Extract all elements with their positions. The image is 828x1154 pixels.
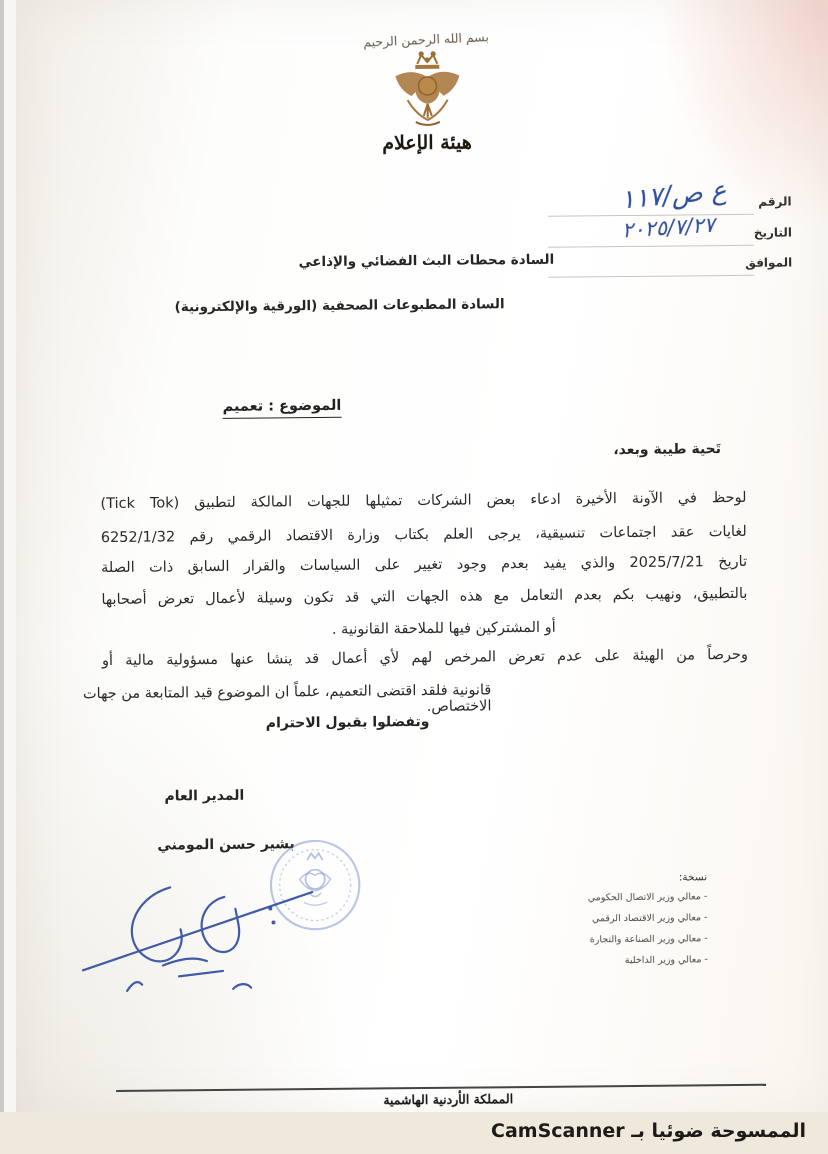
addressee-line-2: السادة المطبوعات الصحفية (الورقية والإلكترونية) (174, 296, 505, 316)
cc-item: - معالي وزير الاتصال الحكومي (587, 891, 708, 904)
kingdom-calligraphy: المملكة الأردنية الهاشمية (383, 1091, 514, 1108)
cc-item: - معالي وزير الاقتصاد الرقمي (591, 912, 708, 925)
subject-line: الموضوع : تعميم (222, 398, 341, 419)
cc-block (517, 871, 708, 972)
ref-date-line (548, 244, 754, 248)
body-line: بالتطبيق، ونهيب بكم بعدم التعامل مع هذه الجهات التي قد تكون وسيلة لأعمال تعرض أصحابها (101, 585, 748, 609)
ref-corresponding-label: الموافق (745, 255, 793, 270)
cc-item: - معالي وزير الداخلية (624, 954, 708, 967)
signatory-title: المدير العام (164, 787, 245, 805)
ref-date-handwritten-value: ٢٠٢٥/٧/٢٧ (621, 212, 716, 243)
body-line: وحرصاً من الهيئة على عدم تعرض المرخص لهم لأي أعمال قد ينشا عنها مسؤولية مالية أو (101, 646, 749, 670)
body-line: أو المشتركين فيها للملاحقة القانونية . (331, 619, 556, 638)
page-content (11, 0, 828, 1116)
royal-crest-icon (385, 50, 470, 131)
ref-date-label: التاريخ (753, 225, 792, 240)
body-line: تاريخ 2025/7/21 والذي يفيد بعدم وجود تغيير على السياسات والقرار السابق ذات الصلة (101, 553, 748, 577)
org-name-calligraphy: هيئة الإعلام (382, 131, 472, 155)
signatory-name: بشير حسن المومني (157, 836, 295, 854)
camscanner-watermark: الممسوحة ضوئيا بـ CamScanner (491, 1120, 806, 1142)
body-line: قانونية فلقد اقتضى التعميم، علماً ان الموضوع قيد المتابعة من جهات الاختصاص. (82, 682, 492, 715)
camscanner-bar (0, 1112, 828, 1154)
salutation: تَحية طيبة وبعد، (613, 441, 722, 459)
ref-number-handwritten-value: ع ص/١١٧ (619, 175, 728, 216)
footer-rule (116, 1084, 766, 1092)
cc-label: نسخة: (678, 871, 708, 884)
handwritten-signature-icon (74, 846, 345, 999)
cc-item: - معالي وزير الصناعة والتجارة (589, 933, 708, 946)
ref-corresponding-line (548, 274, 754, 278)
scan-left-edge (0, 0, 4, 1154)
closing-line: وتفضلوا بقبول الاحترام (265, 713, 430, 732)
bismillah-calligraphy: بسم الله الرحمن الرحيم (362, 29, 490, 50)
ref-number-label: الرقم (758, 194, 792, 209)
addressee-line-1: السادة محطات البث الفضائي والإذاعي (298, 251, 555, 271)
letter-page (16, 0, 828, 1112)
body-line: لغايات عقد اجتماعات تنسيقية، يرجى العلم بكتاب وزارة الاقتصاد الرقمي رقم 6252/1/32 (100, 523, 747, 547)
body-line: لوحظ في الآونة الأخيرة ادعاء بعض الشركات تمثيلها للجهات المالكة لتطبيق (Tick Tok) (100, 489, 747, 513)
